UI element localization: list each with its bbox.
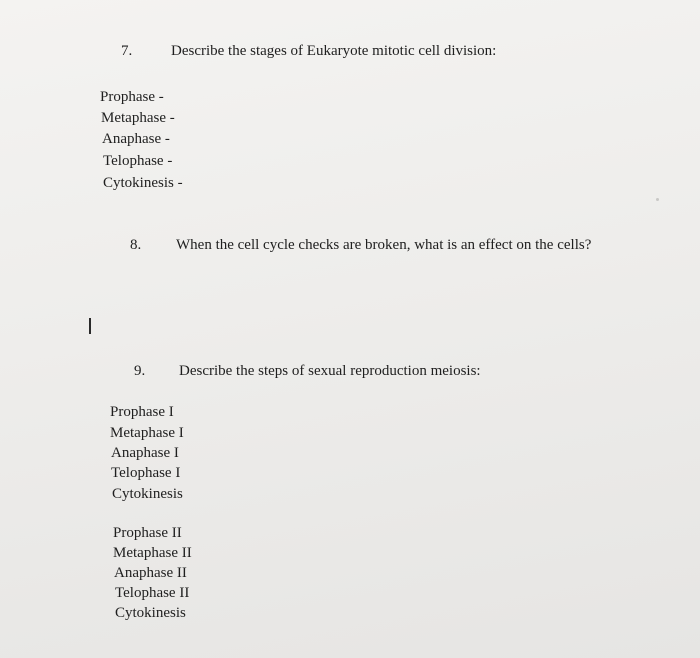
q7-stage-prophase: Prophase - bbox=[100, 89, 164, 105]
question-9-number: 9. bbox=[134, 363, 146, 379]
q9-step-metaphase-1: Metaphase I bbox=[110, 425, 184, 441]
q9-step-cytokinesis-1: Cytokinesis bbox=[112, 486, 183, 502]
question-7-number: 7. bbox=[121, 43, 133, 59]
q9-step-anaphase-1: Anaphase I bbox=[111, 445, 179, 461]
q9-step-prophase-1: Prophase I bbox=[110, 404, 174, 420]
q9-step-cytokinesis-2: Cytokinesis bbox=[115, 605, 186, 621]
paper-speck bbox=[656, 198, 659, 201]
q9-step-metaphase-2: Metaphase II bbox=[113, 545, 192, 561]
q9-step-prophase-2: Prophase II bbox=[113, 525, 182, 541]
question-9-text: Describe the steps of sexual reproduction meiosis: bbox=[179, 363, 481, 379]
stray-mark bbox=[89, 318, 91, 334]
question-8-text: When the cell cycle checks are broken, what is an effect on the cells? bbox=[176, 237, 592, 253]
q7-stage-telophase: Telophase - bbox=[103, 153, 173, 169]
q9-step-anaphase-2: Anaphase II bbox=[114, 565, 187, 581]
question-7-text: Describe the stages of Eukaryote mitotic cell division: bbox=[171, 43, 497, 59]
q9-step-telophase-2: Telophase II bbox=[115, 585, 190, 601]
q7-stage-anaphase: Anaphase - bbox=[102, 131, 170, 147]
q9-step-telophase-1: Telophase I bbox=[111, 465, 181, 481]
q7-stage-cytokinesis: Cytokinesis - bbox=[103, 175, 183, 191]
question-8-number: 8. bbox=[130, 237, 142, 253]
q7-stage-metaphase: Metaphase - bbox=[101, 110, 175, 126]
